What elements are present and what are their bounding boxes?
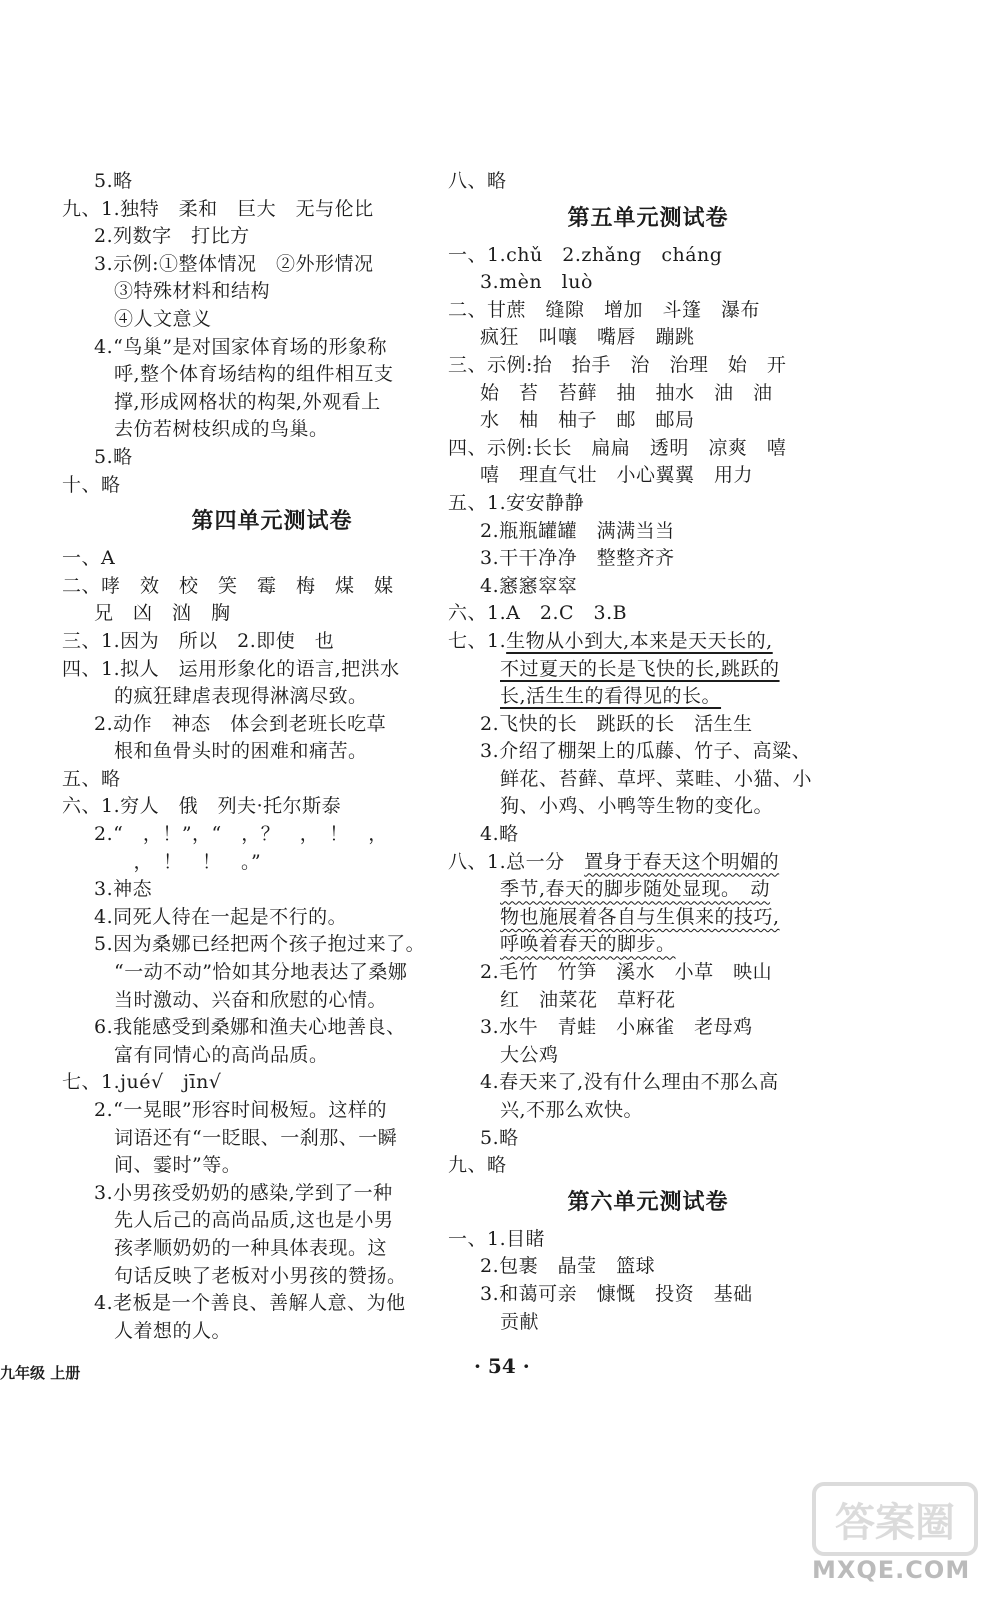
answer-text: 二、甘蔗 缝隙 增加 斗篷 瀑布 xyxy=(448,298,761,321)
answer-line xyxy=(448,1253,838,1281)
answer-text: 九、略 xyxy=(448,1154,507,1177)
wavy-underlined-text: 置身于春天这个明媚的 xyxy=(584,850,780,873)
answer-line xyxy=(62,1180,442,1208)
answer-text: 词语还有“一眨眼、一刹那、一瞬 xyxy=(114,1126,398,1149)
answer-text: 2.瓶瓶罐罐 满满当当 xyxy=(480,519,675,542)
answer-line xyxy=(448,297,838,325)
answer-line xyxy=(62,573,442,601)
answer-line xyxy=(62,1069,442,1097)
answer-line xyxy=(62,389,442,417)
answer-line xyxy=(62,849,442,877)
answer-line xyxy=(448,849,838,877)
answer-text: 5.略 xyxy=(480,1126,519,1149)
answer-line xyxy=(62,278,442,306)
answer-line xyxy=(448,987,838,1015)
answer-text: 孩孝顺奶奶的一种具体表现。这 xyxy=(114,1236,388,1259)
page-number: · 54 · xyxy=(474,1354,530,1378)
wavy-underlined-text: 季节,春天的脚步随处显现。 动 xyxy=(500,878,771,901)
answer-text: 5.因为桑娜已经把两个孩子抱过来了。 xyxy=(94,933,426,956)
answer-line xyxy=(62,306,442,334)
underlined-text: 不过夏天的长是飞快的长,跳跃的 xyxy=(500,657,780,680)
answer-line xyxy=(62,444,442,472)
answer-line xyxy=(62,545,442,573)
answer-line xyxy=(448,242,838,270)
answer-line xyxy=(62,472,442,500)
wavy-underlined-text: 呼唤着春天的脚步。 xyxy=(500,933,676,956)
answer-line xyxy=(62,904,442,932)
answer-line xyxy=(448,1042,838,1070)
answer-line xyxy=(62,251,442,279)
answer-line xyxy=(62,223,442,251)
answer-line xyxy=(448,490,838,518)
answer-line xyxy=(62,1318,442,1346)
answer-line xyxy=(448,876,838,904)
answer-line xyxy=(62,793,442,821)
answer-text: 嘻 理直气壮 小心翼翼 用力 xyxy=(480,464,754,487)
answer-text: 2.飞快的长 跳跃的长 活生生 xyxy=(480,712,753,735)
answer-text: 大公鸡 xyxy=(500,1043,559,1066)
watermark-logo-text: 答案圈 xyxy=(835,1500,955,1546)
answer-line xyxy=(448,1069,838,1097)
answer-text: 句话反映了老板对小男孩的赞扬。 xyxy=(114,1264,407,1287)
answer-text: 4.略 xyxy=(480,823,519,846)
answer-text: 六、1.穷人 俄 列夫·托尔斯泰 xyxy=(62,795,342,818)
answer-text: 当时激动、兴奋和欣慰的心情。 xyxy=(114,988,388,1011)
answer-line xyxy=(448,380,838,408)
answer-text: 七、1. xyxy=(448,629,507,652)
answer-text: 始 苔 苔藓 抽 抽水 油 油 xyxy=(480,381,773,404)
answer-text: 一、1.chǔ 2.zhǎng cháng xyxy=(448,243,723,266)
answer-line xyxy=(62,361,442,389)
answer-text: 5.略 xyxy=(94,445,133,468)
answer-line xyxy=(62,876,442,904)
answer-text: 撑,形成网格状的构架,外观看上 xyxy=(114,390,381,413)
answer-text: 七、1.jué√ jīn√ xyxy=(62,1071,222,1094)
answer-line xyxy=(448,904,838,932)
answer-line xyxy=(448,435,838,463)
answer-line xyxy=(62,1125,442,1153)
answer-line xyxy=(62,196,442,224)
right-column xyxy=(448,168,838,1336)
answer-line xyxy=(448,1125,838,1153)
answer-text: 三、1.因为 所以 2.即使 也 xyxy=(62,629,335,652)
answer-text: 二、哮 效 校 笑 霉 梅 煤 媒 xyxy=(62,574,394,597)
answer-text: 九、1.独特 柔和 巨大 无与伦比 xyxy=(62,197,374,220)
answer-text: 4.同死人待在一起是不行的。 xyxy=(94,905,348,928)
answer-line xyxy=(62,1152,442,1180)
underlined-text: 长,活生生的看得见的长。 xyxy=(500,685,722,708)
answer-line xyxy=(62,766,442,794)
answer-line xyxy=(62,656,442,684)
answer-line xyxy=(448,793,838,821)
answer-line xyxy=(62,600,442,628)
answer-text: 贡献 xyxy=(500,1310,540,1333)
left-column xyxy=(62,168,442,1345)
answer-text: 疯狂 叫嚷 嘴唇 蹦跳 xyxy=(480,326,695,349)
answer-text: 一、1.目睹 xyxy=(448,1227,546,1250)
answer-text: 四、1.拟人 运用形象化的语言,把洪水 xyxy=(62,657,400,680)
answer-text: 3.水牛 青蛙 小麻雀 老母鸡 xyxy=(480,1016,753,1039)
answer-text: 八、略 xyxy=(448,170,507,192)
answer-text: 红 油菜花 草籽花 xyxy=(500,988,676,1011)
answer-text: ④人文意义 xyxy=(114,307,212,330)
watermark-text: MXQE.COM xyxy=(812,1556,971,1584)
answer-line xyxy=(448,518,838,546)
answer-text: 3.介绍了棚架上的瓜藤、竹子、高粱、 xyxy=(480,740,812,763)
answer-text: 3.和蔼可亲 慷慨 投资 基础 xyxy=(480,1282,753,1305)
answer-text: 兴,不那么欢快。 xyxy=(500,1099,644,1121)
answer-text: 3.mèn luò xyxy=(480,271,593,294)
answer-line xyxy=(448,545,838,573)
answer-text: 4.“鸟巢”是对国家体育场的形象称 xyxy=(94,335,388,358)
answer-text: 3.示例:①整体情况 ②外形情况 xyxy=(94,252,374,275)
answer-text: 2.包裹 晶莹 篮球 xyxy=(480,1255,656,1278)
answer-line xyxy=(62,1042,442,1070)
section-heading: 第五单元测试卷 xyxy=(567,205,729,231)
answer-text: 3.干干净净 整整齐齐 xyxy=(480,547,675,570)
answer-text: 根和鱼骨头时的困难和痛苦。 xyxy=(114,740,368,763)
answer-line xyxy=(62,711,442,739)
answer-text: 六、1.A 2.C 3.B xyxy=(448,602,628,625)
answer-line xyxy=(62,738,442,766)
answer-text: 八、1.总一分 xyxy=(448,850,585,873)
answer-line xyxy=(448,269,838,297)
answer-text: 狗、小鸡、小鸭等生物的变化。 xyxy=(500,795,774,818)
answer-line xyxy=(448,1152,838,1180)
answer-text: 4.春天来了,没有什么理由不那么高 xyxy=(480,1071,779,1094)
answer-line xyxy=(62,1207,442,1235)
answer-text: 间、霎时”等。 xyxy=(114,1154,242,1177)
answer-line xyxy=(62,821,442,849)
answer-line xyxy=(62,959,442,987)
answer-text: 兄 凶 汹 胸 xyxy=(94,602,231,625)
answer-text: ， ！ ！ 。” xyxy=(114,850,262,873)
answer-text: 2.毛竹 竹笋 溪水 小草 映山 xyxy=(480,961,773,984)
answer-line xyxy=(62,1290,442,1318)
answer-line xyxy=(448,1097,838,1125)
answer-text: 水 柚 柚子 邮 邮局 xyxy=(480,409,695,432)
answer-line xyxy=(448,656,838,684)
answer-line xyxy=(448,628,838,656)
section-heading: 第六单元测试卷 xyxy=(567,1189,729,1215)
answer-text: 6.我能感受到桑娜和渔夫心地善良、 xyxy=(94,1016,406,1039)
answer-line xyxy=(448,573,838,601)
answer-line xyxy=(448,462,838,490)
answer-line xyxy=(62,628,442,656)
answer-text: 呼,整个体育场结构的组件相互支 xyxy=(114,363,394,386)
answer-line xyxy=(448,1014,838,1042)
answer-text: 4.窸窸窣窣 xyxy=(480,574,578,597)
answer-text: 5.略 xyxy=(94,170,133,192)
answer-text: 2.“一晃眼”形容时间极短。这样的 xyxy=(94,1099,388,1121)
answer-text: 富有同情心的高尚品质。 xyxy=(114,1043,329,1066)
wavy-underlined-text: 物也施展着各自与生俱来的技巧, xyxy=(500,905,780,928)
answer-line xyxy=(448,352,838,380)
answer-text: 鲜花、苔藓、草坪、菜畦、小猫、小 xyxy=(500,767,813,790)
answer-line xyxy=(448,1281,838,1309)
answer-line xyxy=(448,1309,838,1337)
answer-line xyxy=(62,683,442,711)
answer-line xyxy=(448,738,838,766)
answer-text: 3.神态 xyxy=(94,878,153,901)
underlined-text: 生物从小到大,本来是天天长的, xyxy=(506,629,773,652)
answer-line xyxy=(448,959,838,987)
answer-line xyxy=(62,987,442,1015)
answer-line xyxy=(448,931,838,959)
answer-line xyxy=(448,168,838,196)
answer-line xyxy=(62,1235,442,1263)
answer-line xyxy=(448,324,838,352)
answer-text: 4.老板是一个善良、善解人意、为他 xyxy=(94,1292,406,1315)
answer-text: “一动不动”恰如其分地表达了桑娜 xyxy=(114,961,408,984)
answer-line xyxy=(448,407,838,435)
answer-line xyxy=(448,766,838,794)
answer-text: 去仿若树枝织成的鸟巢。 xyxy=(114,418,329,441)
answer-text: 十、略 xyxy=(62,473,121,496)
answer-line xyxy=(62,1014,442,1042)
answer-text: 2.“ ，！”，“ ，？ ， ！ ， xyxy=(94,823,388,846)
answer-text: 2.列数字 打比方 xyxy=(94,225,250,248)
answer-text: 五、略 xyxy=(62,767,121,790)
answer-line xyxy=(62,416,442,444)
answer-line xyxy=(448,683,838,711)
answer-line xyxy=(62,1263,442,1291)
answer-line xyxy=(62,1097,442,1125)
answer-text: 人着想的人。 xyxy=(114,1319,232,1342)
answer-text: ③特殊材料和结构 xyxy=(114,280,271,303)
answer-text: 一、A xyxy=(62,547,116,570)
section-heading: 第四单元测试卷 xyxy=(191,509,353,535)
answer-text: 先人后己的高尚品质,这也是小男 xyxy=(114,1209,394,1232)
answer-line xyxy=(62,168,442,196)
answer-line xyxy=(448,821,838,849)
answer-text: 2.动作 神态 体会到老班长吃草 xyxy=(94,712,387,735)
answer-text: 的疯狂肆虐表现得淋漓尽致。 xyxy=(114,685,368,708)
answer-text: 四、示例:长长 扁扁 透明 凉爽 嘻 xyxy=(448,436,787,459)
answer-text: 3.小男孩受奶奶的感染,学到了一种 xyxy=(94,1181,393,1204)
answer-line xyxy=(448,1226,838,1254)
answer-line xyxy=(448,711,838,739)
answer-line xyxy=(448,600,838,628)
answer-line xyxy=(62,334,442,362)
grade-label: 九年级 上册 xyxy=(0,1364,81,1382)
answer-text: 五、1.安安静静 xyxy=(448,491,585,514)
answer-text: 三、示例:抬 抬手 治 治理 始 开 xyxy=(448,353,787,376)
answer-line xyxy=(62,931,442,959)
